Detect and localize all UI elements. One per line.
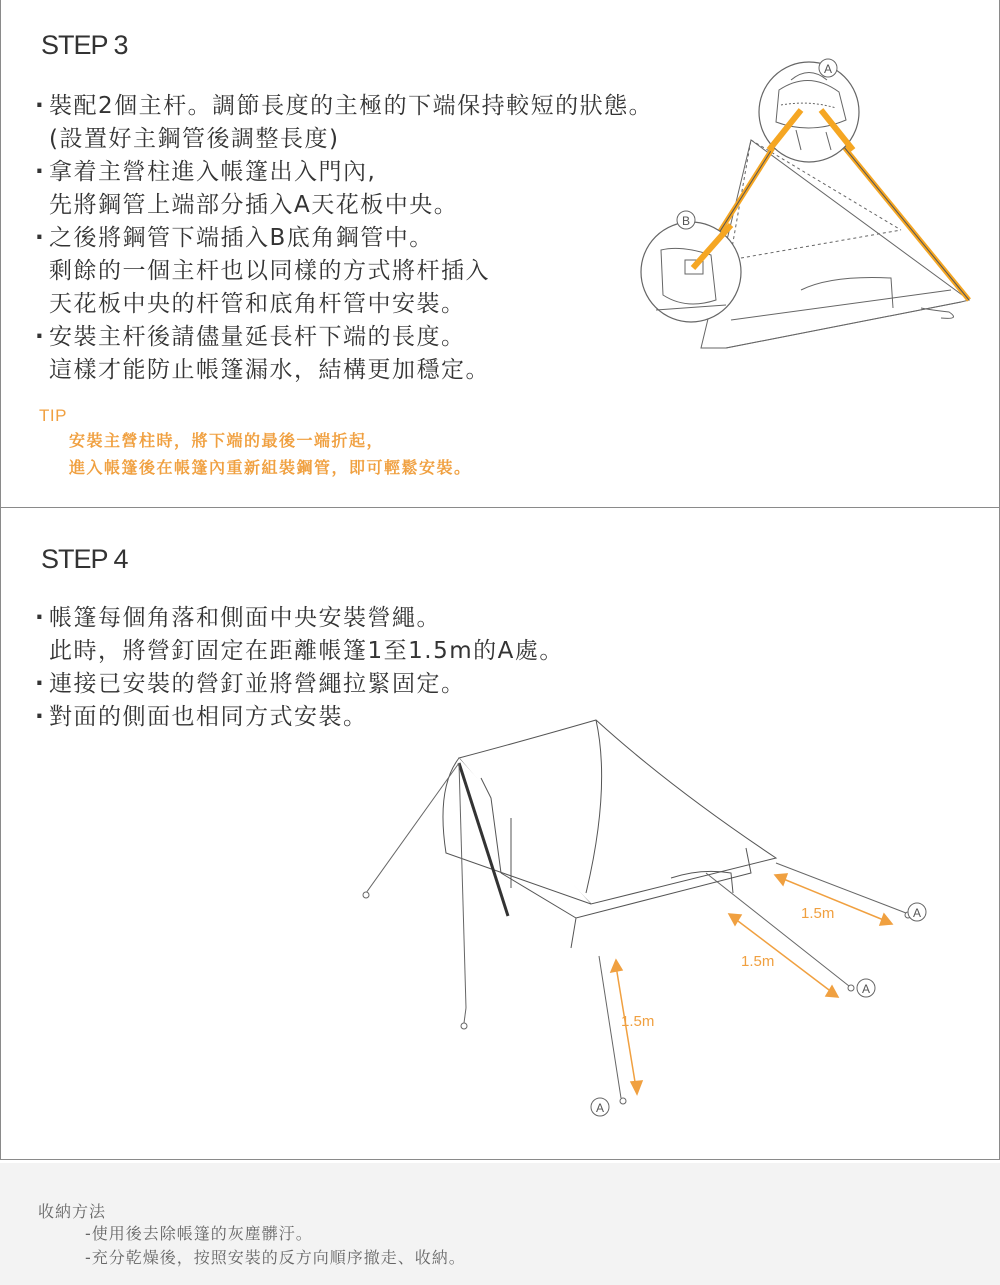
instruction-text: 拿着主營柱進入帳篷出入門內, — [49, 159, 377, 185]
bullet-dot: · — [35, 93, 46, 119]
instruction-text: 帳篷每個角落和側面中央安裝營繩。 — [49, 605, 441, 631]
bullet-dot: · — [35, 225, 46, 251]
step4-tent-diagram — [341, 708, 941, 1128]
anchor-a-label: A — [595, 1101, 605, 1115]
instruction-text: 先將鋼管上端部分插入A天花板中央。 — [49, 192, 459, 218]
distance-label-middle: 1.5m — [741, 953, 775, 970]
tip-line: 進入帳篷後在帳篷內重新組裝鋼管，即可輕鬆安裝。 — [69, 458, 472, 477]
step3-tent-diagram — [631, 50, 991, 360]
instruction-text: 天花板中央的杆管和底角杆管中安裝。 — [49, 291, 466, 317]
dimension-arrows — [611, 874, 892, 1094]
distance-label-front: 1.5m — [621, 1013, 655, 1030]
instruction-line — [35, 90, 653, 123]
instruction-text: 連接已安裝的營釘並將營繩拉緊固定。 — [49, 671, 466, 697]
step4-title: STEP 4 — [41, 544, 128, 574]
bullet-dot: · — [35, 704, 46, 730]
instruction-line — [35, 156, 653, 189]
bullet-dot: · — [35, 324, 46, 350]
instruction-line — [35, 354, 653, 387]
storage-section — [0, 1163, 1000, 1285]
bullet-dot: · — [35, 671, 46, 697]
instruction-line — [35, 668, 564, 701]
instruction-text: 對面的側面也相同方式安裝。 — [49, 704, 368, 730]
label-b: B — [681, 214, 691, 228]
instruction-text: 此時，將營釘固定在距離帳篷1至1.5m的A處。 — [49, 638, 564, 664]
instruction-text: 之後將鋼管下端插入B底角鋼管中。 — [49, 225, 434, 251]
instruction-text: 安裝主杆後請儘量延長杆下端的長度。 — [49, 324, 466, 350]
instruction-line — [35, 222, 653, 255]
step3-instructions — [35, 90, 653, 387]
step3-title: STEP 3 — [41, 30, 128, 60]
tip-label: TIP — [39, 406, 67, 425]
anchor-a-label: A — [861, 982, 871, 996]
tip-text — [69, 427, 472, 481]
tent-outline — [701, 140, 969, 348]
storage-item: -使用後去除帳篷的灰塵髒汙。 — [85, 1224, 313, 1243]
instruction-line — [35, 602, 564, 635]
storage-item: -充分乾燥後，按照安裝的反方向順序撤走、收納。 — [85, 1248, 466, 1267]
instruction-line — [35, 255, 653, 288]
storage-title: 收納方法 — [38, 1202, 107, 1221]
instruction-line — [35, 635, 564, 668]
step4-panel — [0, 507, 1000, 1160]
tent-fly — [443, 720, 776, 948]
instruction-text: 這樣才能防止帳篷漏水，結構更加穩定。 — [49, 357, 490, 383]
label-a: A — [823, 62, 833, 76]
instruction-line — [35, 321, 653, 354]
instruction-line — [35, 123, 653, 156]
bullet-dot: · — [35, 605, 46, 631]
instruction-line — [35, 288, 653, 321]
instruction-text: 裝配2個主杆。調節長度的主極的下端保持較短的狀態。 — [49, 93, 654, 119]
stakes — [363, 892, 911, 1104]
instruction-text: (設置好主鋼管後調整長度) — [49, 126, 340, 152]
instruction-text: 剩餘的一個主杆也以同樣的方式將杆插入 — [49, 258, 490, 284]
anchor-a-label: A — [912, 906, 922, 920]
bullet-dot: · — [35, 159, 46, 185]
step3-panel — [0, 0, 1000, 508]
tip-line: 安裝主營柱時，將下端的最後一端折起， — [69, 431, 385, 450]
instruction-line — [35, 189, 653, 222]
distance-label-right: 1.5m — [801, 905, 835, 922]
